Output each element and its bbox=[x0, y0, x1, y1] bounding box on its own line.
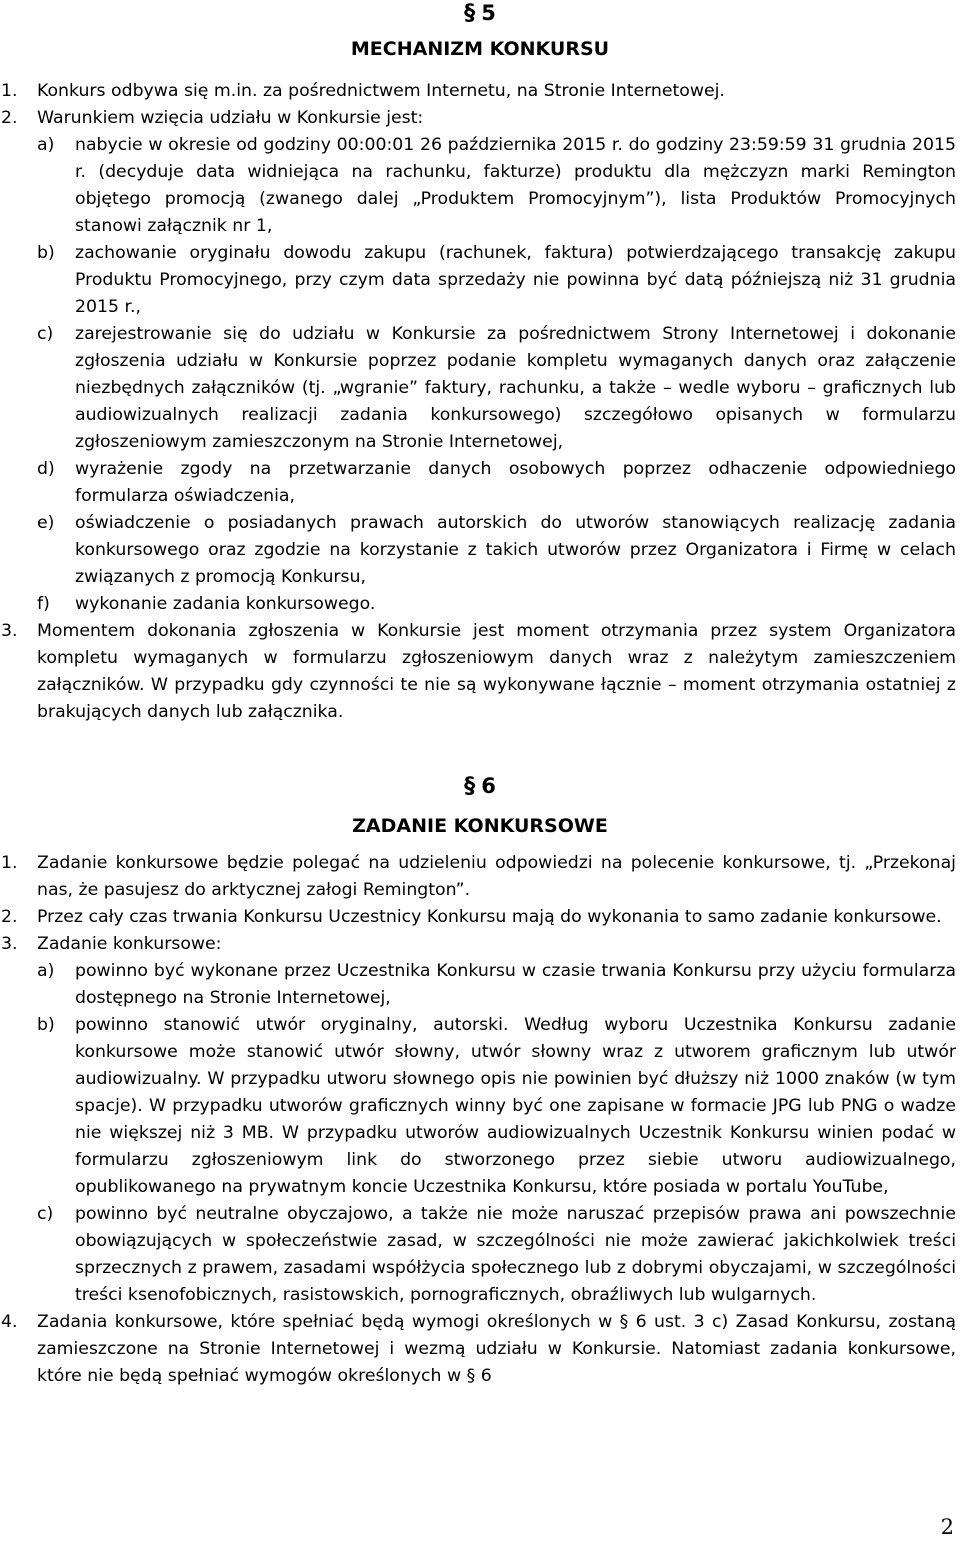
sub-item-text: wyrażenie zgody na przetwarzanie danych osobowych poprzez odhaczenie odpowiedniego formularza oświadczenia, bbox=[75, 459, 956, 506]
item-text: Zadanie konkursowe będzie polegać na udzieleniu odpowiedzi na polecenie konkursowe, tj. „Przekonaj nas, że pasujesz do arktycznej załogi Remington”. bbox=[37, 853, 956, 900]
sub-item-text: nabycie w okresie od godziny 00:00:01 26 października 2015 r. do godziny 23:59:59 31 grudnia 2015 r. (decyduje data widniejąca na rachunku, fakturze) produktu dla mężczyzn marki Remington objętego promocją (zwanego dalej „Produktem Promocyjnym”), lista Produktów Promocyjnych stanowi załącznik nr 1, bbox=[75, 135, 956, 236]
list-item bbox=[0, 904, 956, 931]
sub-item-letter: b) bbox=[37, 243, 55, 263]
sub-item bbox=[0, 456, 956, 510]
item-number: 1. bbox=[1, 81, 18, 101]
section-6-list bbox=[0, 850, 960, 1390]
item-text: Warunkiem wzięcia udziału w Konkursie jest: bbox=[37, 108, 424, 128]
section-sign: § bbox=[464, 774, 476, 799]
item-number: 1. bbox=[1, 853, 18, 873]
sub-item bbox=[0, 132, 956, 240]
sub-item bbox=[0, 321, 956, 456]
list-item bbox=[0, 931, 956, 1309]
section-sign: § bbox=[464, 1, 476, 26]
section-number bbox=[0, 0, 960, 28]
section-title: MECHANIZM KONKURSU bbox=[350, 38, 610, 60]
section-number-value: 5 bbox=[481, 1, 496, 25]
item-number: 3. bbox=[1, 934, 18, 954]
list-item bbox=[0, 850, 956, 904]
section-6-heading bbox=[0, 773, 960, 840]
section-number bbox=[0, 773, 960, 801]
sub-item-text: powinno być wykonane przez Uczestnika Konkursu w czasie trwania Konkursu przy użyciu formularza dostępnego na Stronie Internetowej, bbox=[75, 961, 956, 1008]
sub-item bbox=[0, 1201, 956, 1309]
sub-item-text: zachowanie oryginału dowodu zakupu (rachunek, faktura) potwierdzającego transakcję zakupu Produktu Promocyjnego, przy czym data sprzedaży nie powinna być datą późniejszą niż 31 grudnia 2015 r., bbox=[75, 243, 956, 317]
item-number: 4. bbox=[1, 1312, 18, 1332]
sub-item-letter: c) bbox=[37, 1204, 54, 1224]
sub-item-text: zarejestrowanie się do udziału w Konkursie za pośrednictwem Strony Internetowej i dokonanie zgłoszenia udziału w Konkursie poprzez podanie kompletu wymaganych danych oraz załączenie niezbędnych załączników (tj. „wgranie” faktury, rachunku, a także – wedle wyboru – graficznych lub audiowizualnych realizacji zadania konkursowego) szczegółowo opisanych w formularzu zgłoszeniowym zamieszczonym na Stronie Internetowej, bbox=[75, 324, 956, 452]
sub-item-letter: b) bbox=[37, 1015, 55, 1035]
list-item bbox=[0, 78, 956, 105]
list-item bbox=[0, 105, 956, 618]
item-number: 2. bbox=[1, 108, 18, 128]
list-item bbox=[0, 618, 956, 726]
item-number: 2. bbox=[1, 907, 18, 927]
sub-item bbox=[0, 591, 956, 618]
section-number-value: 6 bbox=[481, 774, 496, 798]
list-item bbox=[0, 1309, 956, 1390]
sub-item bbox=[0, 510, 956, 591]
sub-item-text: powinno stanowić utwór oryginalny, autorski. Według wyboru Uczestnika Konkursu zadanie konkursowe może stanowić utwór słowny, utwór słowny wraz z utworem graficznym lub utwór audiowizualny. W przypadku utworu słownego opis nie powinien być dłuższy niż 1000 znaków (w tym spacje). W przypadku utworów graficznych winny być one zapisane w formacie JPG lub PNG o wadze nie większej niż 3 MB. W przypadku utworów audiowizualnych Uczestnik Konkursu winien podać w formularzu zgłoszeniowym link do stworzonego przez siebie utworu audiowizualnego, opublikowanego na prywatnym koncie Uczestnika Konkursu, które posiada w portalu YouTube, bbox=[75, 1015, 956, 1197]
sub-item-letter: d) bbox=[37, 459, 55, 479]
sub-item bbox=[0, 1012, 956, 1201]
sub-item-letter: a) bbox=[37, 961, 55, 981]
sub-item bbox=[0, 958, 956, 1012]
sub-item-text: wykonanie zadania konkursowego. bbox=[75, 594, 376, 614]
sub-item-text: oświadczenie o posiadanych prawach autorskich do utworów stanowiących realizację zadania konkursowego oraz zgodzie na korzystanie z takich utworów przez Organizatora i Firmę w celach związanych z promocją Konkursu, bbox=[75, 513, 956, 587]
item-text: Momentem dokonania zgłoszenia w Konkursie jest moment otrzymania przez system Organizatora kompletu wymaganych w formularzu zgłoszeniowym danych wraz z należytym zamieszczeniem załączników. W przypadku gdy czynności te nie są wykonywane łącznie – moment otrzymania ostatniej z brakujących danych lub załącznika. bbox=[37, 621, 956, 722]
item-text: Zadanie konkursowe: bbox=[37, 934, 222, 954]
item-text: Konkurs odbywa się m.in. za pośrednictwem Internetu, na Stronie Internetowej. bbox=[37, 81, 725, 101]
section-5-heading bbox=[0, 0, 960, 63]
sub-item-letter: a) bbox=[37, 135, 55, 155]
item-number: 3. bbox=[1, 621, 18, 641]
section-title: ZADANIE KONKURSOWE bbox=[352, 815, 608, 837]
sub-item-letter: f) bbox=[37, 594, 50, 614]
sub-item-text: powinno być neutralne obyczajowo, a także nie może naruszać przepisów prawa ani powszechnie obowiązujących w społeczeństwie zasad, w szczególności nie może zawierać jakichkolwiek treści sprzecznych z prawem, zasadami współżycia społecznego lub z dobrymi obyczajami, w szczególności treści ksenofobicznych, rasistowskich, pornograficznych, obraźliwych lub wulgarnych. bbox=[75, 1204, 956, 1305]
item-text: Zadania konkursowe, które spełniać będą wymogi określonych w § 6 ust. 3 c) Zasad Konkursu, zostaną zamieszczone na Stronie Internetowej i wezmą udziału w Konkursie. Natomiast zadania konkursowe, które nie będą spełniać wymogów określonych w § 6 bbox=[37, 1312, 956, 1386]
sub-item-letter: e) bbox=[37, 513, 55, 533]
section-5-list bbox=[0, 78, 960, 726]
sub-item bbox=[0, 240, 956, 321]
sub-item-letter: c) bbox=[37, 324, 54, 344]
page-number: 2 bbox=[940, 1515, 954, 1539]
item-text: Przez cały czas trwania Konkursu Uczestnicy Konkursu mają do wykonania to samo zadanie konkursowe. bbox=[37, 907, 942, 927]
